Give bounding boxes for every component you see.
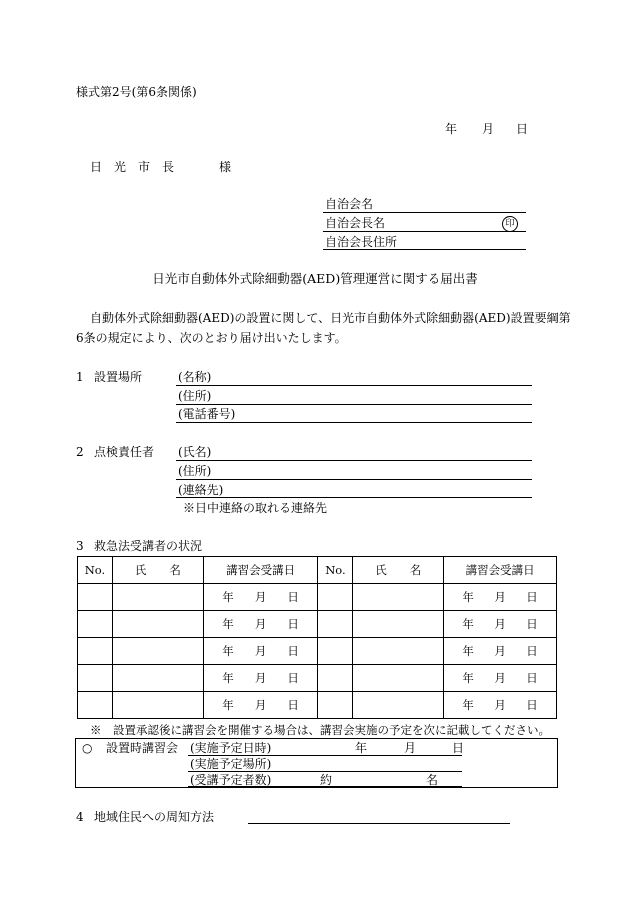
cell-date[interactable] (203, 665, 318, 692)
date-year: 年 (445, 122, 458, 136)
cell-no[interactable] (318, 584, 353, 611)
president-name-label: 自治会長名 (325, 216, 386, 230)
cell-date[interactable] (444, 584, 557, 611)
cell-no[interactable] (318, 692, 353, 719)
plan-place-label: (実施予定場所) (190, 757, 272, 771)
cell-date[interactable] (444, 692, 557, 719)
day-unit: 日 (526, 590, 538, 604)
place-phone-line[interactable] (176, 422, 532, 423)
manager-name-line[interactable] (176, 460, 532, 461)
year-unit: 年 (222, 698, 234, 712)
seal-mark: 印 (502, 216, 518, 232)
cell-no[interactable] (78, 692, 113, 719)
intro-line-1: 自動体外式除細動器(AED)の設置に関して、日光市自動体外式除細動器(AED)設置要綱第 (90, 311, 571, 325)
month-unit: 月 (254, 671, 267, 685)
addressee-honorific: 様 (219, 160, 232, 174)
cell-no[interactable] (318, 665, 353, 692)
cell-date[interactable] (444, 611, 557, 638)
president-address-label: 自治会長住所 (325, 235, 398, 249)
document-title: 日光市自動体外式除細動器(AED)管理運営に関する届出書 (152, 271, 478, 286)
section4-number: 4 (76, 810, 84, 824)
header-no: No. (78, 557, 113, 584)
year-unit: 年 (462, 698, 474, 712)
section4-label: 地域住民への周知方法 (94, 810, 215, 824)
month-unit: 月 (494, 590, 506, 604)
month-unit: 月 (254, 617, 267, 631)
day-unit: 日 (287, 644, 299, 658)
president-name-line[interactable] (323, 231, 526, 232)
intro-line-2: 6条の規定により、次のとおり届け出いたします。 (76, 331, 347, 345)
header-name: 氏 名 (112, 557, 203, 584)
manager-address-label: (住所) (178, 464, 212, 478)
cell-no[interactable] (318, 638, 353, 665)
cell-date[interactable] (203, 584, 318, 611)
notice-method-line[interactable] (248, 823, 510, 824)
cell-name[interactable] (112, 584, 203, 611)
month-unit: 月 (494, 671, 506, 685)
place-address-label: (住所) (178, 389, 212, 403)
header-date: 講習会受講日 (444, 557, 557, 584)
cell-name[interactable] (112, 638, 203, 665)
header-date: 講習会受講日 (203, 557, 318, 584)
place-address-line[interactable] (176, 404, 532, 405)
cell-name[interactable] (353, 611, 444, 638)
day-unit: 日 (287, 590, 299, 604)
plan-approx: 約 (320, 773, 333, 787)
cell-no[interactable] (78, 584, 113, 611)
cell-date[interactable] (444, 638, 557, 665)
day-unit: 日 (526, 698, 538, 712)
day-unit: 日 (287, 617, 299, 631)
day-unit: 日 (287, 698, 299, 712)
section1-number: 1 (76, 370, 84, 384)
cell-name[interactable] (112, 665, 203, 692)
header-no: No. (318, 557, 353, 584)
year-unit: 年 (222, 590, 234, 604)
day-unit: 日 (287, 671, 299, 685)
plan-note: ※ 設置承認後に講習会を開催する場合は、講習会実施の予定を次に記載してください。 (90, 723, 550, 737)
cell-name[interactable] (112, 692, 203, 719)
cell-name[interactable] (353, 665, 444, 692)
place-phone-label: (電話番号) (178, 407, 236, 421)
first-aid-table (77, 556, 557, 719)
month-unit: 月 (254, 644, 267, 658)
cell-name[interactable] (353, 638, 444, 665)
date-month: 月 (482, 122, 495, 136)
day-unit: 日 (526, 644, 538, 658)
year-unit: 年 (462, 644, 474, 658)
month-unit: 月 (494, 698, 506, 712)
place-name-label: (名称) (178, 370, 212, 384)
section1-label: 設置場所 (94, 370, 143, 384)
table-header-row (78, 557, 557, 584)
form-number: 様式第2号(第6条関係) (76, 85, 197, 99)
table-row (78, 611, 557, 638)
manager-address-line[interactable] (176, 479, 532, 480)
cell-date[interactable] (203, 611, 318, 638)
plan-marker: ○ (82, 741, 93, 755)
cell-name[interactable] (353, 692, 444, 719)
contact-note: ※日中連絡の取れる連絡先 (183, 501, 328, 515)
plan-people-line[interactable] (188, 786, 462, 787)
year-unit: 年 (222, 644, 234, 658)
month-unit: 月 (254, 698, 267, 712)
plan-label: 設置時講習会 (106, 741, 179, 755)
table-row (78, 638, 557, 665)
plan-month: 月 (404, 741, 417, 755)
manager-contact-label: (連絡先) (178, 483, 224, 497)
year-unit: 年 (462, 671, 474, 685)
cell-no[interactable] (78, 638, 113, 665)
date-day: 日 (516, 122, 529, 136)
header-name: 氏 名 (353, 557, 444, 584)
month-unit: 月 (494, 644, 506, 658)
table-row (78, 692, 557, 719)
association-name-line[interactable] (323, 212, 526, 213)
manager-name-label: (氏名) (178, 445, 212, 459)
cell-no[interactable] (318, 611, 353, 638)
association-name-label: 自治会名 (325, 197, 374, 211)
manager-contact-line[interactable] (176, 497, 532, 498)
year-unit: 年 (462, 590, 474, 604)
day-unit: 日 (526, 617, 538, 631)
cell-date[interactable] (444, 665, 557, 692)
table-row (78, 665, 557, 692)
cell-date[interactable] (203, 638, 318, 665)
section3-label: 救急法受講者の状況 (94, 539, 203, 553)
cell-name[interactable] (353, 584, 444, 611)
section2-number: 2 (76, 445, 84, 459)
table-row (78, 584, 557, 611)
month-unit: 月 (494, 617, 506, 631)
cell-name[interactable] (112, 611, 203, 638)
month-unit: 月 (254, 590, 267, 604)
cell-date[interactable] (203, 692, 318, 719)
place-name-line[interactable] (176, 385, 532, 386)
plan-year: 年 (355, 741, 368, 755)
cell-no[interactable] (78, 611, 113, 638)
year-unit: 年 (222, 671, 234, 685)
plan-day: 日 (452, 741, 465, 755)
plan-people-label: (受講予定者数) (190, 773, 272, 787)
cell-no[interactable] (78, 665, 113, 692)
section2-label: 点検責任者 (94, 445, 155, 459)
addressee-name: 日 光 市 長 (90, 160, 175, 174)
plan-date-label: (実施予定日時) (190, 741, 272, 755)
president-address-line[interactable] (323, 249, 526, 250)
year-unit: 年 (222, 617, 234, 631)
year-unit: 年 (462, 617, 474, 631)
section3-number: 3 (76, 539, 84, 553)
day-unit: 日 (526, 671, 538, 685)
plan-unit: 名 (426, 773, 439, 787)
